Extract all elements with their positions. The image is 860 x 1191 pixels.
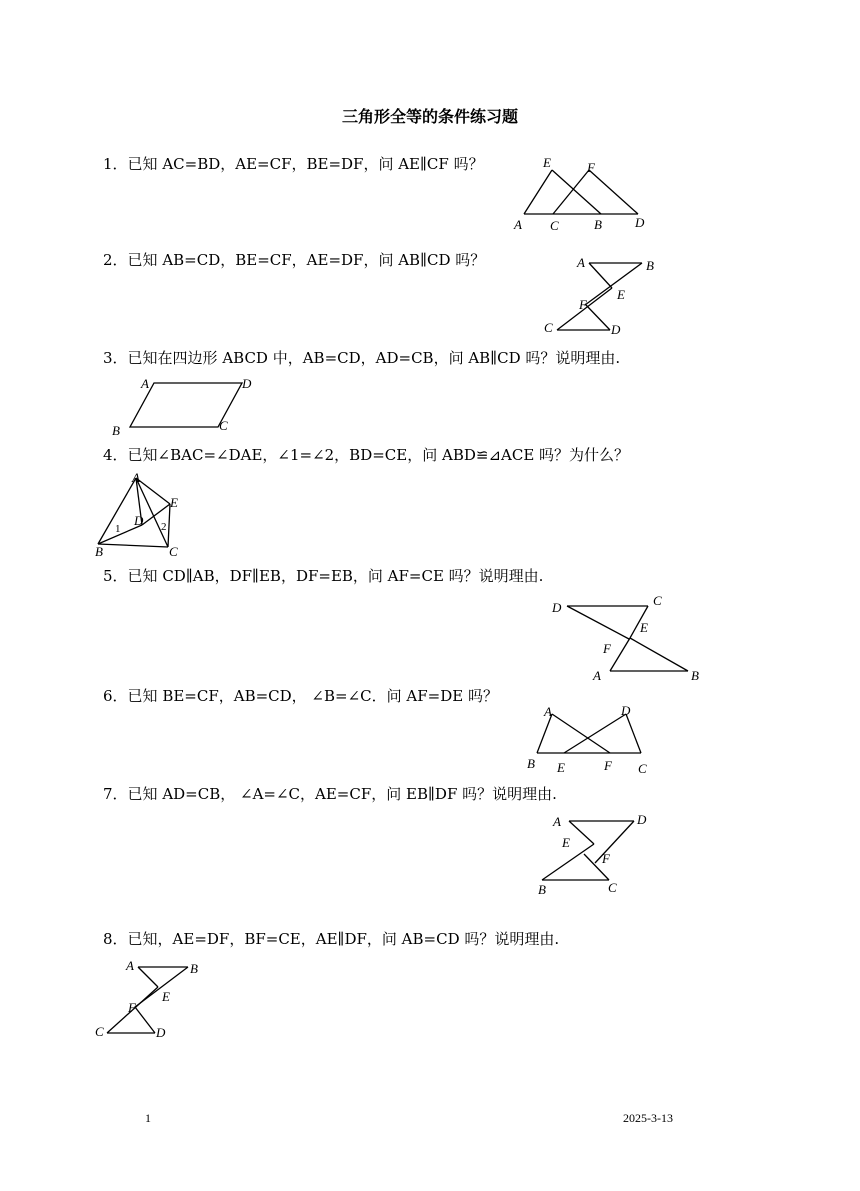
label-F: F <box>587 160 595 175</box>
segment-EC <box>168 504 170 547</box>
question-text: 已知 AD=CB， ∠A=∠C，AE=CF，问 EB∥DF 吗？说明理由. <box>127 785 557 803</box>
label-C: C <box>550 218 559 233</box>
label-B: B <box>691 668 699 683</box>
question-3 <box>103 348 620 368</box>
label-C: C <box>653 593 662 608</box>
label-angle-1: 1 <box>115 523 121 535</box>
question-number: 4． <box>103 446 128 464</box>
label-A: A <box>577 255 585 270</box>
figure-1 <box>505 152 665 237</box>
label-C: C <box>544 320 553 335</box>
question-number: 3． <box>103 349 128 367</box>
segment-DC <box>626 714 641 753</box>
segment-BC <box>98 544 168 547</box>
question-4 <box>103 445 629 465</box>
segment-AF <box>610 638 630 671</box>
question-6 <box>103 686 498 706</box>
label-E: E <box>640 620 648 635</box>
figure-5 <box>540 590 715 690</box>
segment-DE <box>567 606 629 639</box>
segment-DE <box>564 714 626 753</box>
segment-AE <box>524 170 552 214</box>
label-E: E <box>170 495 178 510</box>
segment-DF <box>595 821 634 863</box>
segment-AE <box>138 967 158 987</box>
label-D: D <box>552 600 562 615</box>
question-number: 5． <box>103 567 128 585</box>
segment-EB <box>630 638 688 671</box>
segment-AE <box>589 263 612 288</box>
label-B: B <box>538 882 546 897</box>
question-number: 6． <box>103 687 128 705</box>
question-7 <box>103 784 557 804</box>
figure-4 <box>90 468 190 563</box>
label-D: D <box>621 703 631 718</box>
label-E: E <box>562 835 570 850</box>
question-text: 已知 AC=BD，AE=CF，BE=DF，问 AE∥CF 吗？ <box>127 155 484 173</box>
label-D: D <box>134 513 144 528</box>
label-B: B <box>527 756 535 771</box>
label-C: C <box>95 1024 104 1039</box>
label-B: B <box>646 258 654 273</box>
question-number: 7． <box>103 785 128 803</box>
label-B: B <box>190 961 198 976</box>
label-F: F <box>604 758 612 773</box>
label-D: D <box>611 322 621 337</box>
label-B: B <box>112 423 120 438</box>
label-B: B <box>95 544 103 559</box>
label-E: E <box>617 287 625 302</box>
label-E: E <box>543 155 551 170</box>
label-C: C <box>219 418 228 433</box>
label-E: E <box>557 760 565 775</box>
segment-EB <box>552 170 601 214</box>
figure-7 <box>530 808 665 903</box>
label-C: C <box>169 544 178 559</box>
question-2 <box>103 250 485 270</box>
label-C: C <box>608 880 617 895</box>
question-text: 已知 CD∥AB，DF∥EB，DF=EB，问 AF=CE 吗？说明理由. <box>127 567 544 585</box>
question-number: 1． <box>103 155 128 173</box>
footer-date: 2025-3-13 <box>623 1111 673 1125</box>
page-number: 1 <box>145 1111 151 1125</box>
figure-3 <box>105 372 265 442</box>
segment-AE <box>136 478 170 504</box>
figure-6 <box>520 700 670 780</box>
figure-2 <box>540 250 670 342</box>
label-D: D <box>637 812 647 827</box>
segment-AF <box>552 714 610 753</box>
label-D: D <box>242 376 252 391</box>
label-F: F <box>579 297 587 312</box>
question-number: 2． <box>103 251 128 269</box>
question-1 <box>103 154 484 174</box>
label-A: A <box>141 376 149 391</box>
segment-BF <box>585 263 642 305</box>
label-F: F <box>602 851 610 866</box>
label-A: A <box>132 470 140 485</box>
figure-8 <box>90 955 215 1047</box>
label-C: C <box>638 761 647 776</box>
question-text: 已知 AB=CD，BE=CF，AE=DF，问 AB∥CD 吗？ <box>127 251 486 269</box>
label-D: D <box>635 215 645 230</box>
label-F: F <box>128 1000 136 1015</box>
label-F: F <box>603 641 611 656</box>
label-A: A <box>544 704 552 719</box>
segment-FD <box>589 170 638 214</box>
label-angle-2: 2 <box>161 521 167 533</box>
question-text: 已知∠BAC=∠DAE，∠1=∠2，BD=CE，问 ABD≌⊿ACE 吗？为什么？ <box>127 446 630 464</box>
label-A: A <box>593 668 601 683</box>
label-E: E <box>162 989 170 1004</box>
segment-FD <box>135 1007 155 1033</box>
question-8 <box>103 929 559 949</box>
question-text: 已知 BE=CF，AB=CD， ∠B=∠C．问 AF=DE 吗？ <box>127 687 498 705</box>
question-text: 已知，AE=DF，BF=CE，AE∥DF，问 AB=CD 吗？说明理由. <box>127 930 560 948</box>
page-title: 三角形全等的条件练习题 <box>341 107 518 126</box>
question-text: 已知在四边形 ABCD 中，AB=CD，AD=CB，问 AB∥CD 吗？说明理由. <box>127 349 621 367</box>
question-number: 8． <box>103 930 128 948</box>
segment-BA <box>537 714 552 753</box>
question-5 <box>103 566 543 586</box>
segment-FD <box>586 305 610 330</box>
label-B: B <box>594 217 602 232</box>
label-A: A <box>553 814 561 829</box>
label-A: A <box>126 958 134 973</box>
label-D: D <box>156 1025 166 1040</box>
segment-AE <box>569 821 594 844</box>
label-A: A <box>514 217 522 232</box>
